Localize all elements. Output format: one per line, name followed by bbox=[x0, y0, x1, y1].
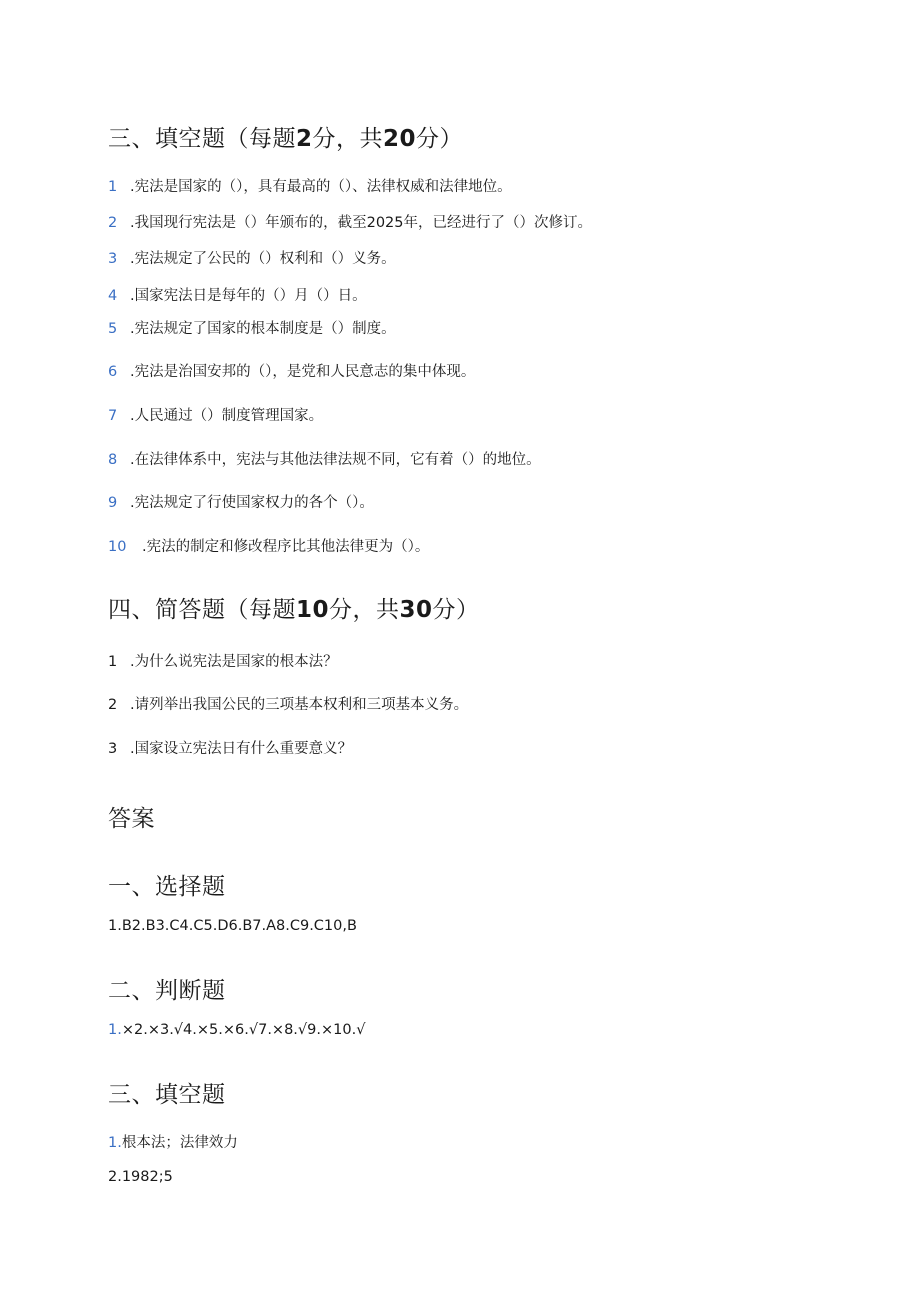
answers-s3-line2: 2.1982;5 bbox=[108, 1169, 173, 1185]
section3-title: 三、填空题（每题2分，共20分） bbox=[108, 126, 464, 152]
answers-title: 答案 bbox=[108, 806, 155, 832]
fill-question-7: 7 .人民通过（）制度管理国家。 bbox=[108, 408, 324, 424]
short-question-2: 2 .请列举出我国公民的三项基本权利和三项基本义务。 bbox=[108, 697, 469, 713]
short-question-1: 1 .为什么说宪法是国家的根本法？ bbox=[108, 654, 338, 670]
section4-title: 四、简答题（每题10分，共30分） bbox=[108, 597, 480, 623]
fill-question-5: 5 .宪法规定了国家的根本制度是（）制度。 bbox=[108, 321, 396, 337]
answers-s1-line: 1.B2.B3.C4.C5.D6.B7.A8.C9.C10,B bbox=[108, 918, 357, 934]
fill-question-4: 4 .国家宪法日是每年的（）月（）日。 bbox=[108, 288, 367, 304]
fill-question-2: 2 .我国现行宪法是（）年颁布的，截至2025年，已经进行了（）次修订。 bbox=[108, 215, 593, 231]
fill-question-8: 8 .在法律体系中，宪法与其他法律法规不同，它有着（）的地位。 bbox=[108, 452, 541, 468]
fill-question-9: 9 .宪法规定了行使国家权力的各个（）。 bbox=[108, 495, 374, 511]
answers-s3-line1: 1.根本法；法律效力 bbox=[108, 1135, 238, 1151]
answers-s1-title: 一、选择题 bbox=[108, 874, 226, 900]
short-question-3: 3 .国家设立宪法日有什么重要意义？ bbox=[108, 741, 353, 757]
answers-s3-title: 三、填空题 bbox=[108, 1082, 226, 1108]
answers-s2-title: 二、判断题 bbox=[108, 978, 226, 1004]
fill-question-10: 10 .宪法的制定和修改程序比其他法律更为（）。 bbox=[108, 539, 430, 555]
fill-question-1: 1 .宪法是国家的（），具有最高的（）、法律权威和法律地位。 bbox=[108, 179, 512, 195]
fill-question-6: 6 .宪法是治国安邦的（），是党和人民意志的集中体现。 bbox=[108, 364, 476, 380]
fill-question-3: 3 .宪法规定了公民的（）权利和（）义务。 bbox=[108, 251, 396, 267]
answers-s2-line: 1.×2.×3.√4.×5.×6.√7.×8.√9.×10.√ bbox=[108, 1022, 366, 1038]
